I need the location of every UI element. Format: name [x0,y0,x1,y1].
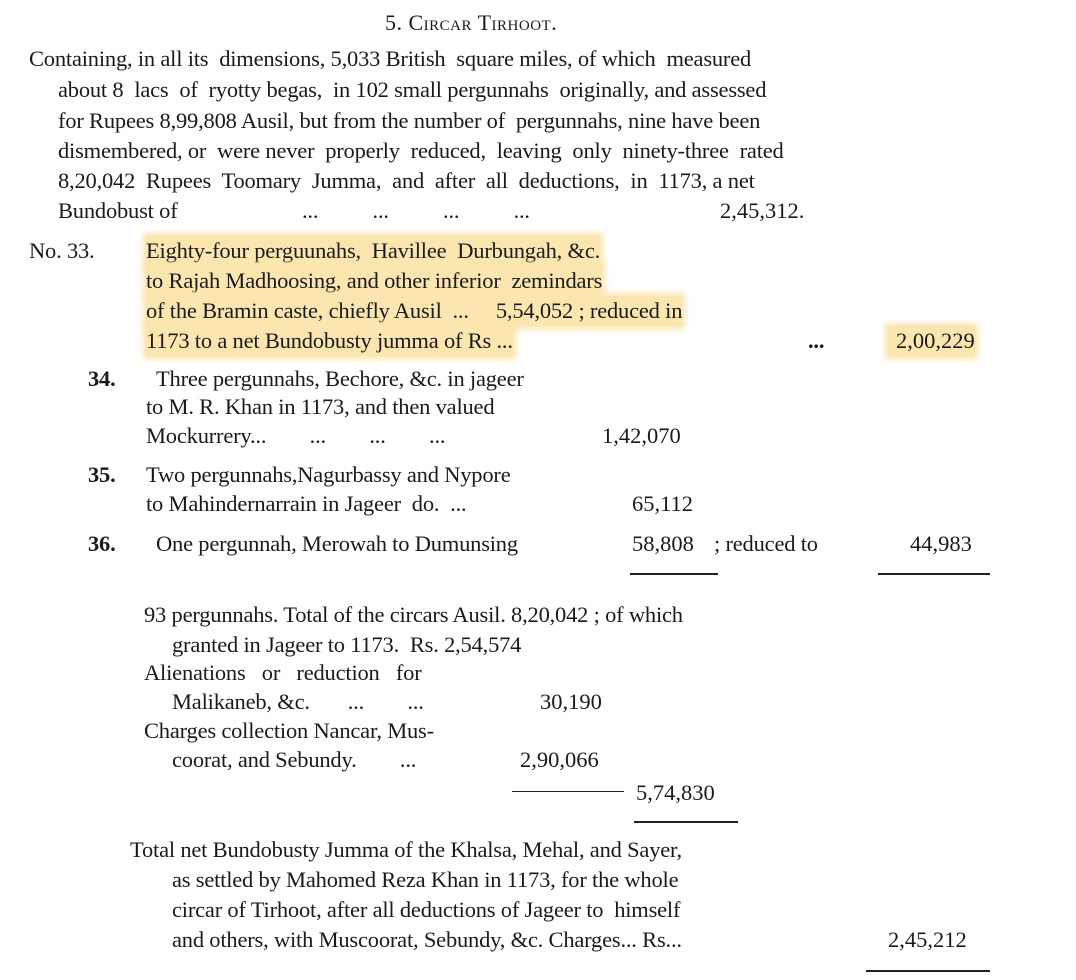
summary-line: granted in Jageer to 1173. Rs. 2,54,574 [172,632,522,657]
intro-line: 8,20,042 Rupees Toomary Jumma, and after all deductions, in 1173, a net [58,168,755,193]
entry-number: No. 33. [29,238,95,263]
entry-amount: 2,00,229 [888,326,975,356]
entry-number: 34. [88,366,116,391]
entry-line: Mockurrery... ... ... ... [146,423,446,448]
subtotal-amount: 5,74,830 [636,780,715,805]
entry-leader-dots: ... [808,328,825,353]
summary-line: 93 pergunnahs. Total of the circars Ausil. 8,20,042 ; of which [144,602,683,627]
entry-line: Eighty-four perguunahs, Havillee Durbungah, &c. [146,236,600,266]
sum-rule [512,791,624,792]
entry-line: Two pergunnahs,Nagurbassy and Nypore [146,462,511,487]
entry-line: of the Bramin caste, chiefly Ausil ... 5,54,052 ; reduced in [146,296,682,326]
summary-line: Malikaneb, &c. ... ... [172,689,424,714]
section-heading: 5. Circar Tirhoot. [385,10,558,35]
intro-line: about 8 lacs of ryotty begas, in 102 small pergunnahs originally, and assessed [58,77,767,102]
underline-rule [630,573,718,575]
grand-total-amount: 2,45,212 [888,927,967,952]
entry-number: 36. [88,531,116,556]
grand-total-line: and others, with Muscoorat, Sebundy, &c. Charges... Rs... [172,927,682,952]
entry-line: 1173 to a net Bundobusty jumma of Rs ... [146,326,513,356]
underline-rule [634,821,738,823]
grand-total-line: circar of Tirhoot, after all deductions of Jageer to himself [172,897,681,922]
intro-line: for Rupees 8,99,808 Ausil, but from the number of pergunnahs, nine have been [58,108,761,133]
summary-line: Charges collection Nancar, Mus- [144,718,434,743]
intro-last-label: Bundobust of [58,198,178,223]
entry-line: to Mahindernarrain in Jageer do. ... [146,491,467,516]
entry-amount: 65,112 [632,491,694,516]
intro-leader-dots: ... ... ... ... [302,198,530,223]
entry-line: to M. R. Khan in 1173, and then valued [146,394,495,419]
grand-total-line: as settled by Mahomed Reza Khan in 1173, for the whole [172,867,679,892]
entry-amount: 58,808 [632,531,694,556]
alienations-amount: 30,190 [540,689,602,714]
entry-line: Three pergunnahs, Bechore, &c. in jageer [156,366,524,391]
entry-reduced-amount: 44,983 [910,531,972,556]
entry-line: to Rajah Madhoosing, and other inferior zemindars [146,266,602,296]
underline-rule [866,970,990,972]
intro-line: dismembered, or were never properly reduced, leaving only ninety-three rated [58,138,784,163]
entry-line: One pergunnah, Merowah to Dumunsing [156,531,518,556]
summary-line: coorat, and Sebundy. ... [172,747,417,772]
intro-line: Containing, in all its dimensions, 5,033 British square miles, of which measured [29,46,752,71]
entry-amount: 1,42,070 [602,423,681,448]
underline-rule [878,573,990,575]
entry-number: 35. [88,462,116,487]
entry-note: ; reduced to [714,531,818,556]
intro-total: 2,45,312. [720,198,805,223]
charges-amount: 2,90,066 [520,747,599,772]
grand-total-line: Total net Bundobusty Jumma of the Khalsa, Mehal, and Sayer, [130,837,682,862]
summary-line: Alienations or reduction for [144,660,422,685]
